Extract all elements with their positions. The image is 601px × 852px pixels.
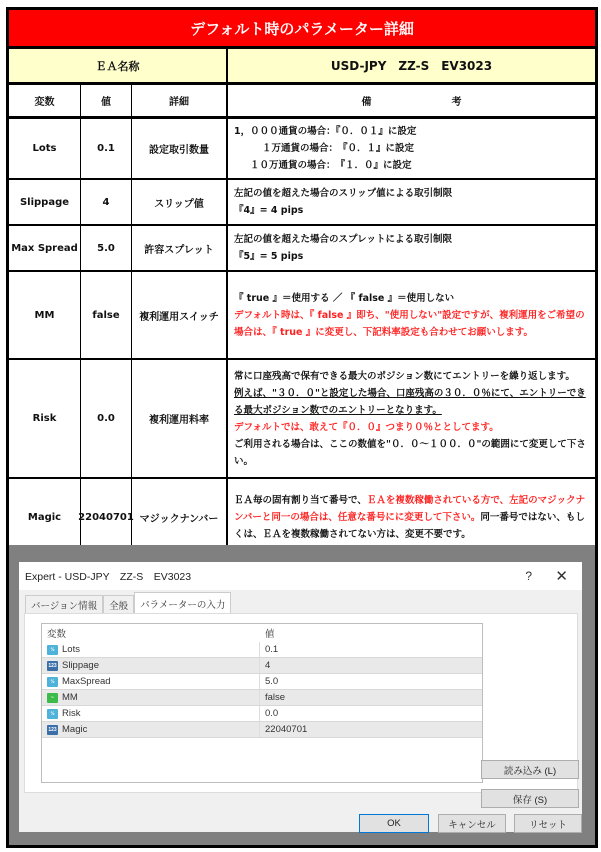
load-button[interactable]: 読み込み (L) [481, 760, 579, 779]
table-row-risk [9, 360, 595, 479]
row-var: Max Spread [9, 226, 81, 270]
save-button[interactable]: 保存 (S) [481, 789, 579, 808]
table-row-magic [9, 479, 595, 555]
ea-name-label: ＥＡ名称 [9, 49, 228, 82]
row-value: false [81, 272, 132, 358]
note-line: １万通貨の場合： 『０．１』に設定 [262, 143, 415, 154]
double-icon: ½ [47, 709, 58, 719]
header-notes [228, 85, 595, 116]
row-value: 4 [81, 180, 132, 224]
note-text-warning: ＥＡを複数稼働されている方で、左記のマジックナンバーと同一の場合は、任意な番号にに変更して下さい。 [234, 494, 586, 523]
table-header-row [9, 85, 595, 119]
row-detail: 許容スプレット [132, 226, 228, 270]
param-name: Risk [62, 708, 81, 719]
parameter-spec-table [6, 7, 598, 558]
note-text: ＥＡ毎の固有割り当て番号で、 [234, 494, 367, 506]
table-row-slippage [9, 180, 595, 226]
parameter-row-slippage[interactable] [42, 658, 482, 674]
row-var: Slippage [9, 180, 81, 224]
double-icon: ½ [47, 645, 58, 655]
note-line: １０万通貨の場合： 『１．０』に設定 [250, 160, 412, 171]
tab-version-info[interactable]: バージョン情報 [25, 595, 103, 613]
note-line-example: 例えば、"３０．０"と設定した場合、口座残高の３０．０％にて、エントリーできる最大ポジション数でのエントリーとなります。 [234, 387, 586, 416]
row-detail: マジックナンバー [132, 479, 228, 555]
param-value[interactable]: 4 [265, 660, 271, 671]
row-var: Risk [9, 360, 81, 477]
bool-icon: ~ [47, 693, 58, 703]
param-name: Slippage [62, 660, 99, 671]
row-var: Lots [9, 119, 81, 178]
param-value[interactable]: 5.0 [265, 676, 279, 687]
note-line-warning: デフォルト時は、『 false 』即ち、"使用しない"設定ですが、複利運用をご希望の場合は、『 true 』に変更し、下記料率設定も合わせてお願いします。 [234, 309, 585, 338]
row-value: 22040701 [81, 479, 132, 555]
row-detail: 設定取引数量 [132, 119, 228, 178]
row-notes [228, 180, 595, 224]
parameter-row-magic[interactable] [42, 722, 482, 738]
ea-name-value: USD-JPY ZZ-S EV3023 [330, 59, 493, 73]
row-notes [228, 272, 595, 358]
header-var: 変数 [9, 85, 81, 116]
parameter-row-maxspread[interactable] [42, 674, 482, 690]
row-value: 0.1 [81, 119, 132, 178]
double-icon: ½ [47, 677, 58, 687]
header-notes-1: 備 [361, 97, 372, 108]
parameter-row-risk[interactable] [42, 706, 482, 722]
param-value[interactable]: false [265, 692, 286, 703]
row-detail: 複利運用料率 [132, 360, 228, 477]
note-line: 『5』= 5 pips [234, 251, 304, 262]
parameter-row-lots[interactable] [42, 642, 482, 658]
row-value: 0.0 [81, 360, 132, 477]
param-name: Lots [62, 644, 80, 655]
param-value[interactable]: 22040701 [265, 724, 308, 735]
param-name: MM [62, 692, 78, 703]
note-line-default: デフォルトでは、敢えて『０．０』つまり０％ととしてます。 [234, 421, 499, 433]
row-notes [228, 479, 595, 555]
cancel-button[interactable]: キャンセル [438, 814, 506, 833]
param-value[interactable]: 0.1 [265, 644, 279, 655]
param-name: MaxSpread [62, 676, 111, 687]
row-detail: スリップ値 [132, 180, 228, 224]
note-line: ご利用される場合は、ここの数値を"０．０～１００．０"の範囲にて変更して下さい。 [234, 438, 586, 467]
note-line: 常に口座残高で保有できる最大のポジション数にてエントリーを繰り返します。 [234, 370, 575, 382]
note-line: 左記の値を超えた場合のスプレットによる取引制限 [234, 234, 453, 245]
parameter-list-header [42, 624, 482, 642]
dialog-tabs [25, 595, 231, 613]
int-icon: 123 [48, 662, 57, 669]
close-icon[interactable]: ✕ [555, 568, 568, 585]
help-icon[interactable]: ? [525, 569, 532, 583]
ok-button[interactable]: OK [359, 814, 429, 833]
row-detail: 複利運用スイッチ [132, 272, 228, 358]
tab-parameters[interactable]: パラメーターの入力 [134, 592, 231, 613]
dialog-title-bar [19, 562, 582, 590]
column-header-name[interactable]: 変数 [47, 628, 67, 640]
param-value[interactable]: 0.0 [265, 708, 279, 719]
header-detail: 詳細 [132, 85, 228, 116]
param-name: Magic [62, 724, 88, 735]
reset-button[interactable]: リセット [514, 814, 582, 833]
dialog-title: Expert - USD-JPY ZZ-S EV3023 [25, 570, 192, 583]
table-row-lots [9, 119, 595, 180]
header-value: 値 [81, 85, 132, 116]
row-notes [228, 226, 595, 270]
ea-name-row [9, 49, 595, 85]
row-value: 5.0 [81, 226, 132, 270]
tab-general[interactable]: 全般 [103, 595, 134, 613]
row-notes [228, 119, 595, 178]
note-line: 『4』= 4 pips [234, 205, 304, 216]
header-notes-2: 考 [451, 97, 462, 108]
note-line: 左記の値を超えた場合のスリップ値による取引制限 [234, 188, 453, 199]
note-line: 1，０００通貨の場合：『０．０１』に設定 [234, 126, 417, 137]
row-var: MM [9, 272, 81, 358]
note-line: 『 true 』＝使用する ／ 『 false 』＝使用しない [234, 292, 455, 304]
parameter-row-mm[interactable] [42, 690, 482, 706]
parameter-list [41, 623, 483, 783]
expert-properties-dialog [19, 562, 582, 832]
row-notes [228, 360, 595, 477]
int-icon: 123 [48, 726, 57, 733]
column-header-value[interactable]: 値 [265, 628, 275, 640]
table-row-mm [9, 272, 595, 360]
dialog-screenshot-frame [6, 545, 598, 848]
row-var: Magic [9, 479, 81, 555]
note-text: 同一番号ではない、もしくは、ＥＡを複数稼働されてない方は、変更不要です。 [234, 511, 585, 540]
spec-title: デフォルト時のパラメーター詳細 [9, 10, 595, 49]
table-row-max-spread [9, 226, 595, 272]
